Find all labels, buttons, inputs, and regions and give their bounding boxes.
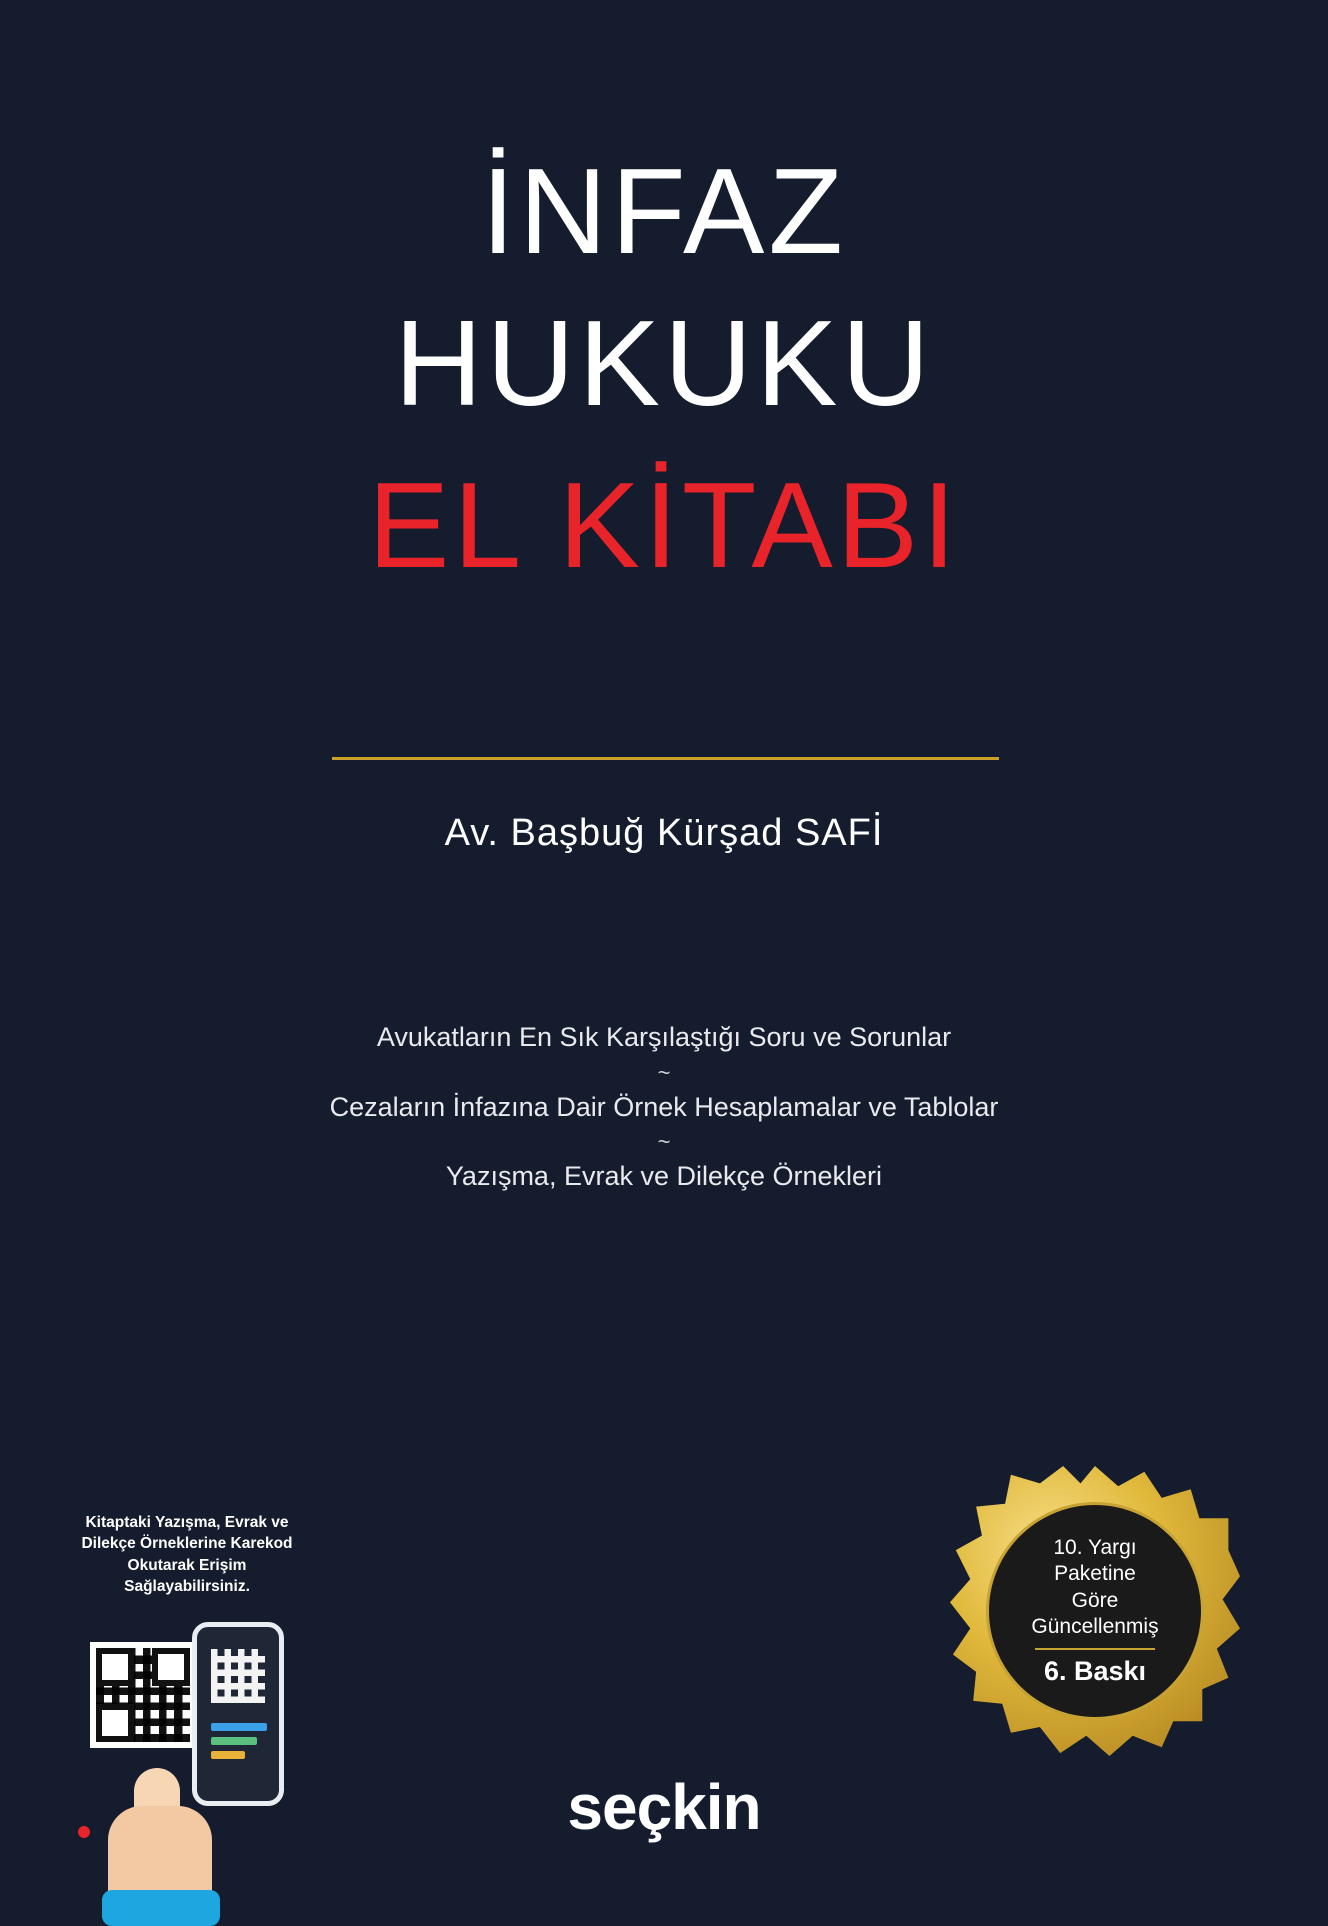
- seal-divider: [1035, 1648, 1155, 1650]
- seal-line-3: Göre: [1071, 1588, 1119, 1612]
- subtitle-1: Avukatların En Sık Karşılaştığı Soru ve Sorunlar: [376, 1022, 952, 1052]
- qr-promo-text: Kitaptaki Yazışma, Evrak ve Dilekçe Örneklerine Karekod Okutarak Erişim Sağlayabilirsiniz.: [81, 1514, 293, 1596]
- publisher-logo: [0, 1770, 1328, 1844]
- title-block: [0, 140, 1328, 598]
- author-name: Av. Başbuğ Kürşad SAFİ: [444, 812, 884, 854]
- phone-screen-qr-icon: [211, 1649, 265, 1703]
- edition-seal-badge: [950, 1466, 1240, 1756]
- seal-line-2: Paketine: [1054, 1562, 1136, 1586]
- book-title-line-2: HUKUKU: [394, 294, 934, 431]
- qr-code-icon: [90, 1642, 196, 1748]
- subtitle-3: Yazışma, Evrak ve Dilekçe Örnekleri: [445, 1161, 883, 1192]
- seal-inner: [986, 1502, 1204, 1720]
- seal-line-4: Güncellenmiş: [1031, 1614, 1159, 1638]
- phone-screen-bar-2: [211, 1737, 257, 1745]
- seal-edition-label: 6. Baskı: [1043, 1656, 1147, 1686]
- subtitle-block: [0, 1020, 1328, 1195]
- phone-screen-bar-1: [211, 1723, 267, 1731]
- book-title-line-3: EL KİTABI: [368, 456, 960, 593]
- subtitle-separator-1: ~: [657, 1059, 671, 1085]
- book-title-line-1: İNFAZ: [481, 143, 847, 279]
- phone-screen-bar-3: [211, 1751, 245, 1759]
- publisher-name: seçkin: [567, 1771, 761, 1843]
- subtitle-separator-2: ~: [657, 1129, 671, 1155]
- seal-line-1: 10. Yargı: [1053, 1536, 1137, 1559]
- gold-divider: [332, 757, 999, 760]
- publisher-logo-dot-icon: [78, 1826, 90, 1838]
- subtitle-2: Cezaların İnfazına Dair Örnek Hesaplamalar ve Tablolar: [329, 1091, 999, 1122]
